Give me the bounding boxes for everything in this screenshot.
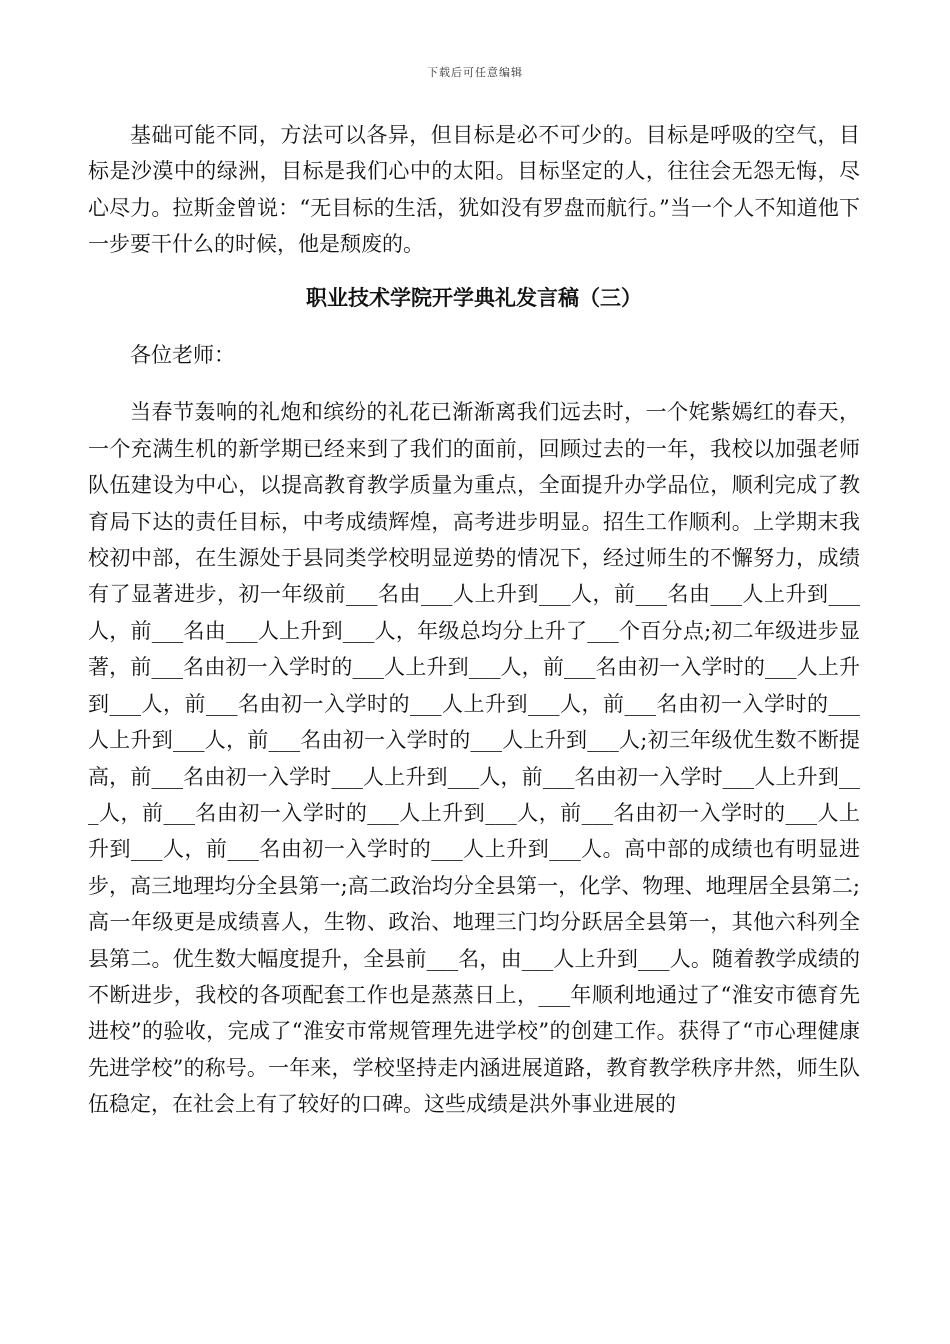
page-header: 下载后可任意编辑 xyxy=(427,66,523,79)
greeting: 各位老师： xyxy=(130,343,235,368)
spacer xyxy=(88,316,860,337)
document-body xyxy=(88,117,860,1123)
spacer xyxy=(88,263,860,280)
paragraph-achievements: 当春节轰响的礼炮和缤纷的礼花已渐渐离我们远去时，一个姹紫嫣红的春天，一个充满生机的新学期已经来到了我们的面前，回顾过去的一年，我校以加强老师队伍建设为中心，以提高教育教学质量为重点，全面提升办学品位，顺利完成了教育局下达的责任目标，中考成绩辉煌，高考进步明显。招生工作顺利。上学期末我校初中部，在生源处于县同类学校明显逆势的情况下，经过师生的不懈努力，成绩有了显著进步，初一年级前___名由___人上升到___人，前___名由___人上升到___人，前___名由___人上升到___人，年级总均分上升了___个百分点;初二年级进步显著，前___名由初一入学时的___人上升到___人，前___名由初一入学时的___人上升到___人，前___名由初一入学时的___人上升到___人，前___名由初一入学时的___人上升到___人，前___名由初一入学时的___人上升到___人;初三年级优生数不断提高，前___名由初一入学时___人上升到___人，前___名由初一入学时___人上升到___人，前___名由初一入学时的___人上升到___人，前___名由初一入学时的___人上升到___人，前___名由初一入学时的___人上升到___人。高中部的成绩也有明显进步，高三地理均分全县第一;高二政治均分全县第一，化学、物理、地理居全县第二;高一年级更是成绩喜人，生物、政治、地理三门均分跃居全县第一，其他六科列全县第二。优生数大幅度提升，全县前___名，由___人上升到___人。随着教学成绩的不断进步，我校的各项配套工作也是蒸蒸日上，___年顺利地通过了“淮安市德育先进校”的验收，完成了“淮安市常规管理先进学校”的创建工作。获得了“市心理健康先进学校”的称号。一年来，学校坚持走内涵进展道路，教育教学秩序井然，师生队伍稳定，在社会上有了较好的口碑。这些成绩是洪外事业进展的 xyxy=(88,400,860,1117)
paragraph-goals: 基础可能不同，方法可以各异，但目标是必不可少的。目标是呼吸的空气，目标是沙漠中的绿洲，目标是我们心中的太阳。目标坚定的人，往往会无怨无悔，尽心尽力。拉斯金曾说：“无目标的生活，犹如没有罗盘而航行。”当一个人不知道他下一步要干什么的时候，他是颓废的。 xyxy=(88,123,860,257)
section-title: 职业技术学院开学典礼发言稿（三） xyxy=(306,284,642,310)
spacer xyxy=(88,373,860,394)
